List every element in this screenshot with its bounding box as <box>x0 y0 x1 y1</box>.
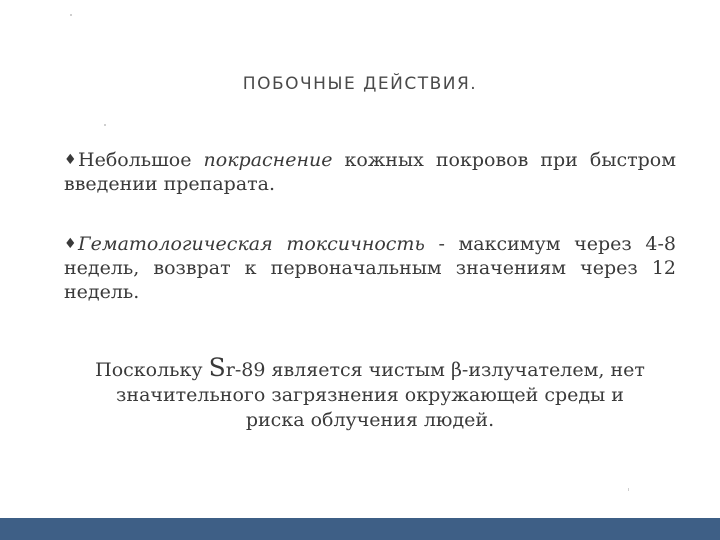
conclusion-line-2: значительного загрязнения окружающей среды и <box>116 384 624 406</box>
item-text-suffix: - максимум через 4-8 недель, возврат к первоначальным значениям через 12 недель. <box>64 233 676 303</box>
item-text-suffix: кожных покровов при быстром введении препарата. <box>64 149 676 195</box>
item-text-emphasis: покраснение <box>203 149 333 171</box>
conclusion-line-3: риска облучения людей. <box>245 409 495 431</box>
scan-speck <box>104 124 106 126</box>
scan-speck <box>70 14 72 16</box>
item-text-emphasis: Гематологическая токсичность <box>78 233 425 255</box>
scan-speck <box>628 488 629 491</box>
slide-title: ПОБОЧНЫЕ ДЕЙСТВИЯ. <box>242 74 478 94</box>
conclusion-after-letter: r-89 является чистым β-излучателем, нет <box>225 359 645 381</box>
bottom-bar <box>0 518 720 540</box>
bullet-item-toxicity <box>64 232 676 304</box>
strontium-letter: S <box>208 353 226 382</box>
bullet-item-redness <box>64 148 676 196</box>
diamond-bullet-icon: ♦ <box>64 236 77 252</box>
diamond-bullet-icon: ♦ <box>64 152 77 168</box>
conclusion-line-1 <box>60 355 680 383</box>
item-text-prefix: Небольшое <box>78 149 204 171</box>
conclusion-text <box>60 355 680 433</box>
conclusion-prefix: Поскольку <box>95 359 209 381</box>
